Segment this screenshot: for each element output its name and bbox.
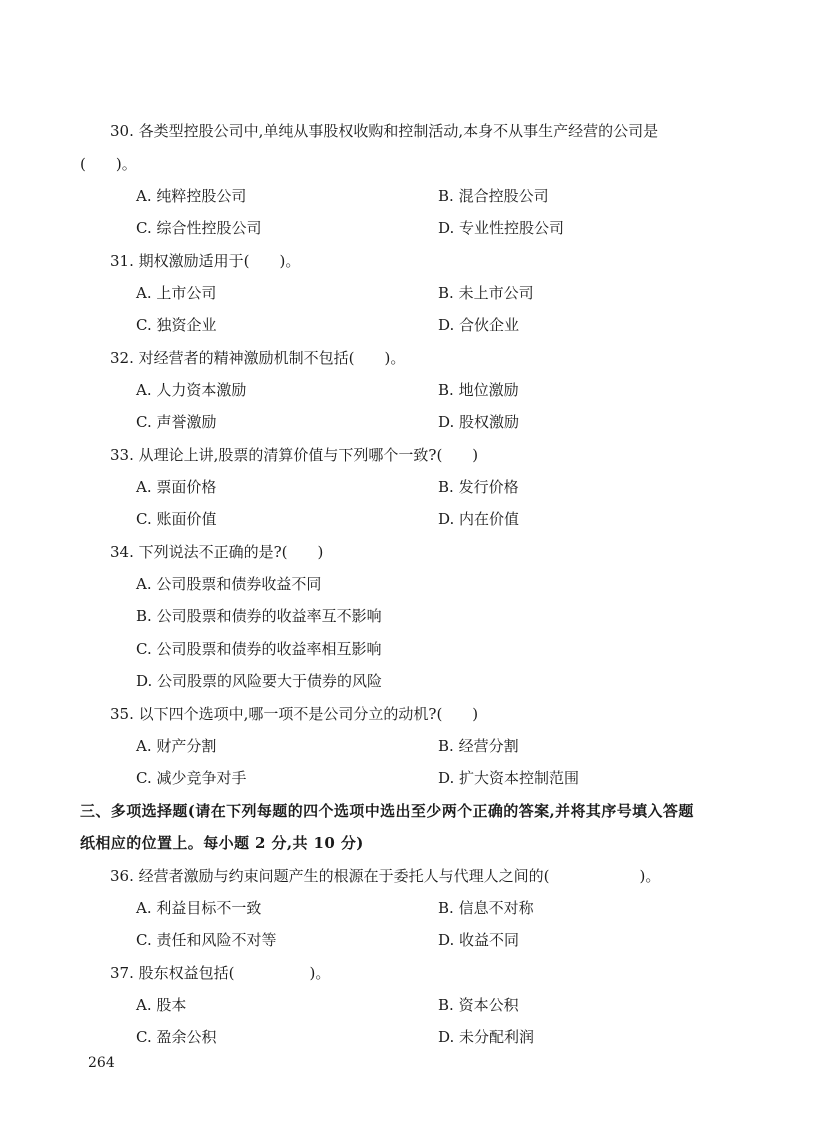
question-34-stem: 34. 下列说法不正确的是?( )	[110, 543, 324, 561]
option-31-a: A. 上市公司	[136, 284, 217, 302]
option-33-d: D. 内在价值	[438, 510, 520, 528]
option-32-d: D. 股权激励	[438, 413, 520, 431]
question-30-stem	[110, 121, 658, 141]
option-33-c: C. 账面价值	[136, 510, 217, 528]
option-36-c: C. 责任和风险不对等	[136, 931, 277, 949]
option-34-d: D. 公司股票的风险要大于债券的风险	[136, 672, 383, 690]
question-35-stem: 35. 以下四个选项中,哪一项不是公司分立的动机?( )	[110, 705, 479, 723]
option-35-b: B. 经营分割	[438, 737, 519, 755]
section-heading-line2: 纸相应的位置上。每小题 2 分,共 10 分)	[80, 834, 364, 852]
section-heading-line1: 三、多项选择题(请在下列每题的四个选项中选出至少两个正确的答案,并将其序号填入答题	[80, 802, 694, 820]
option-32-b: B. 地位激励	[438, 381, 519, 399]
option-30-d: D. 专业性控股公司	[438, 219, 565, 237]
option-36-a: A. 利益目标不一致	[136, 899, 262, 917]
option-31-b: B. 未上市公司	[438, 284, 534, 302]
option-36-d: D. 收益不同	[438, 931, 520, 949]
question-text: 各类型控股公司中,单纯从事股权收购和控制活动,本身不从事生产经营的公司是	[138, 122, 659, 140]
option-35-d: D. 扩大资本控制范围	[438, 769, 580, 787]
option-32-c: C. 声誉激励	[136, 413, 217, 431]
option-33-a: A. 票面价格	[136, 478, 217, 496]
option-31-c: C. 独资企业	[136, 316, 217, 334]
option-32-a: A. 人力资本激励	[136, 381, 247, 399]
option-33-b: B. 发行价格	[438, 478, 519, 496]
option-37-c: C. 盈余公积	[136, 1028, 217, 1046]
question-36-stem: 36. 经营者激励与约束问题产生的根源在于委托人与代理人之间的( )。	[110, 867, 661, 885]
option-30-a: A. 纯粹控股公司	[136, 187, 247, 205]
question-number: 30.	[110, 122, 134, 140]
question-37-stem: 37. 股东权益包括( )。	[110, 964, 331, 982]
option-37-d: D. 未分配利润	[438, 1028, 535, 1046]
option-31-d: D. 合伙企业	[438, 316, 520, 334]
option-34-a: A. 公司股票和债券收益不同	[136, 575, 322, 593]
question-32-stem: 32. 对经营者的精神激励机制不包括( )。	[110, 349, 406, 367]
page-number: 264	[88, 1055, 115, 1071]
question-31-stem: 31. 期权激励适用于( )。	[110, 252, 301, 270]
option-36-b: B. 信息不对称	[438, 899, 534, 917]
option-30-c: C. 综合性控股公司	[136, 219, 262, 237]
option-35-c: C. 减少竞争对手	[136, 769, 247, 787]
option-34-c: C. 公司股票和债券的收益率相互影响	[136, 640, 382, 658]
option-37-a: A. 股本	[136, 996, 187, 1014]
question-33-stem: 33. 从理论上讲,股票的清算价值与下列哪个一致?( )	[110, 446, 479, 464]
option-37-b: B. 资本公积	[438, 996, 519, 1014]
question-30-continuation: ( )。	[80, 155, 137, 173]
option-35-a: A. 财产分割	[136, 737, 217, 755]
option-30-b: B. 混合控股公司	[438, 187, 549, 205]
option-34-b: B. 公司股票和债券的收益率互不影响	[136, 607, 382, 625]
